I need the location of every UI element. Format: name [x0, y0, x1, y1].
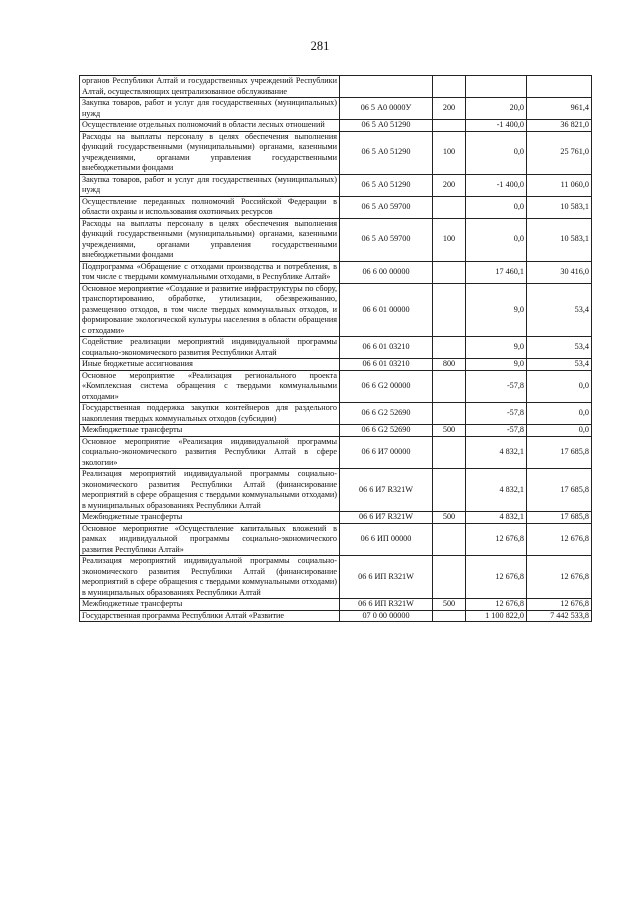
row-value-1-cell: 1 100 822,0: [466, 610, 527, 622]
row-type-cell: 100: [433, 131, 466, 174]
row-value-1-cell: 9,0: [466, 337, 527, 359]
row-value-2-cell: 25 761,0: [527, 131, 592, 174]
row-value-2-cell: 12 676,8: [527, 523, 592, 556]
row-value-2-cell: 11 060,0: [527, 174, 592, 196]
row-name-cell: Осуществление отдельных полномочий в области лесных отношений: [80, 120, 340, 132]
row-name-cell: Расходы на выплаты персоналу в целях обеспечения выполнения функций государственными (муниципальными) органами, казенными учреждениями, органами управления государственными внебюджетными фондами: [80, 131, 340, 174]
row-code-cell: 06 5 А0 51290: [340, 174, 433, 196]
row-type-cell: [433, 337, 466, 359]
row-code-cell: 06 5 А0 51290: [340, 120, 433, 132]
row-type-cell: [433, 556, 466, 599]
row-name-cell: Межбюджетные трансферты: [80, 425, 340, 437]
table-row: [80, 261, 592, 283]
row-value-1-cell: 0,0: [466, 218, 527, 261]
row-value-1-cell: 4 832,1: [466, 512, 527, 524]
row-value-1-cell: -1 400,0: [466, 120, 527, 132]
row-type-cell: 500: [433, 425, 466, 437]
row-code-cell: 06 5 А0 0000У: [340, 98, 433, 120]
table-row: [80, 512, 592, 524]
row-value-2-cell: 53,4: [527, 337, 592, 359]
row-name-cell: Содействие реализации мероприятий индивидуальной программы социально-экономического развития Республики Алтай: [80, 337, 340, 359]
row-name-cell: Реализация мероприятий индивидуальной программы социально-экономического развития Республики Алтай (финансирование мероприятий в сфере обращения с твердыми коммунальными отходами) в муниципальных образованиях Республики Алтай: [80, 469, 340, 512]
row-name-cell: Основное мероприятие «Реализация индивидуальной программы социально-экономического развития Республики Алтай в сфере экологии»: [80, 436, 340, 469]
row-code-cell: 06 6 ИП R321W: [340, 599, 433, 611]
row-code-cell: 06 6 И7 00000: [340, 436, 433, 469]
row-value-1-cell: 4 832,1: [466, 436, 527, 469]
row-value-2-cell: 12 676,8: [527, 599, 592, 611]
row-value-2-cell: 17 685,8: [527, 436, 592, 469]
row-name-cell: Расходы на выплаты персоналу в целях обеспечения выполнения функций государственными (муниципальными) органами, казенными учреждениями, органами управления государственными внебюджетными фондами: [80, 218, 340, 261]
row-name-cell: органов Республики Алтай и государственных учреждений Республики Алтай, осуществляющих централизованное обслуживание: [80, 76, 340, 98]
row-code-cell: 06 6 И7 R321W: [340, 469, 433, 512]
row-name-cell: Подпрограмма «Обращение с отходами производства и потребления, в том числе с твердыми коммунальными отходами, в Республике Алтай»: [80, 261, 340, 283]
row-value-1-cell: 0,0: [466, 196, 527, 218]
row-name-cell: Иные бюджетные ассигнования: [80, 359, 340, 371]
row-type-cell: [433, 436, 466, 469]
row-value-2-cell: 17 685,8: [527, 469, 592, 512]
row-value-2-cell: 0,0: [527, 403, 592, 425]
row-name-cell: Основное мероприятие «Осуществление капитальных вложений в рамках индивидуальной программы социально-экономического развития Республики Алтай»: [80, 523, 340, 556]
row-name-cell: Межбюджетные трансферты: [80, 512, 340, 524]
row-value-1-cell: 4 832,1: [466, 469, 527, 512]
row-value-1-cell: -57,8: [466, 425, 527, 437]
table-row: [80, 425, 592, 437]
row-name-cell: Государственная поддержка закупки контейнеров для раздельного накопления твердых коммунальных отходов (субсидии): [80, 403, 340, 425]
table-row: [80, 370, 592, 403]
table-row: [80, 403, 592, 425]
row-code-cell: 06 6 И7 R321W: [340, 512, 433, 524]
row-code-cell: 06 6 G2 52690: [340, 403, 433, 425]
row-value-1-cell: 0,0: [466, 131, 527, 174]
row-type-cell: [433, 76, 466, 98]
row-code-cell: 06 5 А0 51290: [340, 131, 433, 174]
row-type-cell: [433, 523, 466, 556]
row-name-cell: Закупка товаров, работ и услуг для государственных (муниципальных) нужд: [80, 98, 340, 120]
table-row: [80, 76, 592, 98]
row-type-cell: [433, 403, 466, 425]
row-code-cell: 06 5 А0 59700: [340, 196, 433, 218]
row-name-cell: Реализация мероприятий индивидуальной программы социально-экономического развития Республики Алтай (финансирование мероприятий в сфере обращения с твердыми коммунальными отходами) в муниципальных образованиях Республики Алтай: [80, 556, 340, 599]
row-code-cell: 06 6 G2 52690: [340, 425, 433, 437]
row-value-2-cell: 12 676,8: [527, 556, 592, 599]
row-code-cell: 07 0 00 00000: [340, 610, 433, 622]
row-code-cell: 06 6 00 00000: [340, 261, 433, 283]
row-value-2-cell: 36 821,0: [527, 120, 592, 132]
table-row: [80, 174, 592, 196]
row-code-cell: 06 6 ИП 00000: [340, 523, 433, 556]
row-value-1-cell: 20,0: [466, 98, 527, 120]
page-number: 281: [310, 39, 330, 53]
row-name-cell: Межбюджетные трансферты: [80, 599, 340, 611]
row-name-cell: Государственная программа Республики Алтай «Развитие: [80, 610, 340, 622]
row-type-cell: 500: [433, 512, 466, 524]
row-value-2-cell: 7 442 533,8: [527, 610, 592, 622]
table-row: [80, 436, 592, 469]
row-value-1-cell: 12 676,8: [466, 599, 527, 611]
table-row: [80, 218, 592, 261]
row-code-cell: 06 5 А0 59700: [340, 218, 433, 261]
row-name-cell: Основное мероприятие «Создание и развитие инфраструктуры по сбору, транспортированию, обработке, утилизации, обезвреживанию, размещению отходов, в том числе твердых коммунальных отходов, и формирование экологической культуры населения в области обращения с отходами»: [80, 283, 340, 337]
budget-table: [79, 75, 592, 622]
table-row: [80, 283, 592, 337]
table-row: [80, 599, 592, 611]
row-type-cell: [433, 610, 466, 622]
row-value-1-cell: -57,8: [466, 403, 527, 425]
table-row: [80, 196, 592, 218]
row-name-cell: Осуществление переданных полномочий Российской Федерации в области охраны и использования охотничьих ресурсов: [80, 196, 340, 218]
row-value-2-cell: 10 583,1: [527, 218, 592, 261]
table-row: [80, 610, 592, 622]
row-value-2-cell: 10 583,1: [527, 196, 592, 218]
row-type-cell: 100: [433, 218, 466, 261]
row-type-cell: [433, 469, 466, 512]
row-type-cell: 200: [433, 98, 466, 120]
row-type-cell: [433, 283, 466, 337]
row-type-cell: [433, 196, 466, 218]
row-name-cell: Закупка товаров, работ и услуг для государственных (муниципальных) нужд: [80, 174, 340, 196]
row-value-2-cell: 17 685,8: [527, 512, 592, 524]
table-row: [80, 131, 592, 174]
budget-table-body: [80, 76, 592, 622]
row-type-cell: 800: [433, 359, 466, 371]
row-value-2-cell: 53,4: [527, 359, 592, 371]
row-value-1-cell: -1 400,0: [466, 174, 527, 196]
row-code-cell: 06 6 01 03210: [340, 359, 433, 371]
table-row: [80, 556, 592, 599]
row-value-2-cell: 0,0: [527, 425, 592, 437]
row-name-cell: Основное мероприятие «Реализация регионального проекта «Комплексная система обращения с твердыми коммунальными отходами»: [80, 370, 340, 403]
table-row: [80, 359, 592, 371]
row-value-1-cell: [466, 76, 527, 98]
row-value-1-cell: -57,8: [466, 370, 527, 403]
row-value-2-cell: 0,0: [527, 370, 592, 403]
table-row: [80, 337, 592, 359]
row-value-2-cell: 30 416,0: [527, 261, 592, 283]
row-code-cell: [340, 76, 433, 98]
row-type-cell: [433, 370, 466, 403]
row-type-cell: [433, 261, 466, 283]
row-value-1-cell: 17 460,1: [466, 261, 527, 283]
row-value-2-cell: 961,4: [527, 98, 592, 120]
row-value-1-cell: 12 676,8: [466, 556, 527, 599]
row-value-1-cell: 9,0: [466, 283, 527, 337]
row-code-cell: 06 6 G2 00000: [340, 370, 433, 403]
table-row: [80, 120, 592, 132]
row-type-cell: 500: [433, 599, 466, 611]
row-value-2-cell: [527, 76, 592, 98]
row-type-cell: 200: [433, 174, 466, 196]
row-value-2-cell: 53,4: [527, 283, 592, 337]
table-row: [80, 98, 592, 120]
row-code-cell: 06 6 ИП R321W: [340, 556, 433, 599]
row-value-1-cell: 12 676,8: [466, 523, 527, 556]
table-row: [80, 523, 592, 556]
table-row: [80, 469, 592, 512]
row-type-cell: [433, 120, 466, 132]
row-value-1-cell: 9,0: [466, 359, 527, 371]
row-code-cell: 06 6 01 03210: [340, 337, 433, 359]
row-code-cell: 06 6 01 00000: [340, 283, 433, 337]
